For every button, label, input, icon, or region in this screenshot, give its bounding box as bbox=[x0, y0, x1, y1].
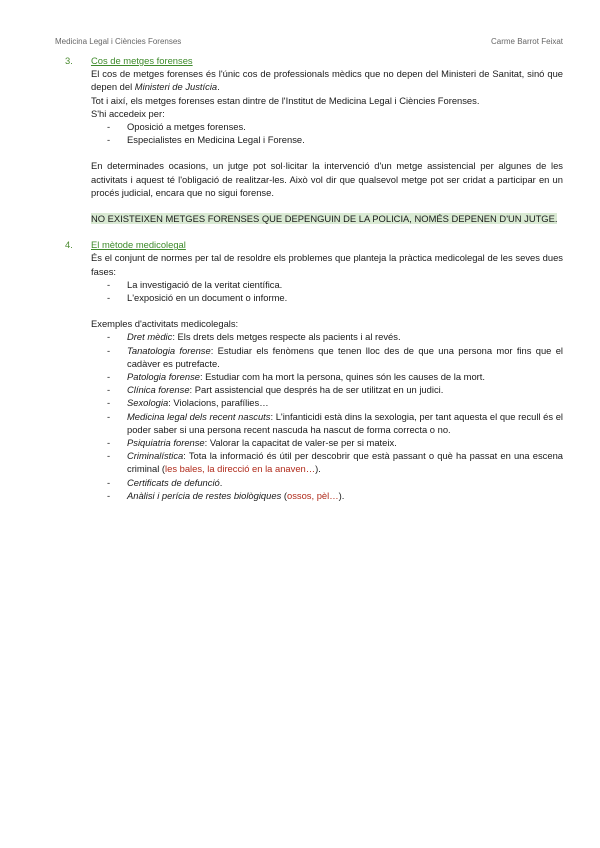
paragraph: El cos de metges forenses és l'únic cos de professionals mèdics que no depen del Ministeri de Sanitat, sinó que depen del Ministeri de Justícia. bbox=[91, 68, 563, 93]
paragraph: Tot i així, els metges forenses estan dintre de l'Institut de Medicina Legal i Ciències Forenses. bbox=[91, 94, 480, 106]
list-item: - Clínica forense: Part assistencial que després ha de ser utilitzat en un judici. bbox=[107, 383, 563, 396]
section-number: 3. bbox=[65, 55, 73, 66]
list-item: - Patologia forense: Estudiar com ha mort la persona, quines són les causes de la mort. bbox=[107, 370, 563, 383]
section-heading: El mètode medicolegal bbox=[91, 239, 186, 251]
list-item: - Certificats de defunció. bbox=[107, 476, 563, 489]
list-item: - Psiquiatria forense: Valorar la capacitat de valer-se per si mateix. bbox=[107, 436, 563, 449]
header-subject: Medicina Legal i Ciències Forenses bbox=[55, 37, 182, 46]
list-item: - L'exposició en un document o informe. bbox=[107, 291, 563, 304]
access-list bbox=[91, 120, 563, 146]
highlighted-note: NO EXISTEIXEN METGES FORENSES QUE DEPENGUIN DE LA POLICIA, NOMÉS DEPENEN D'UN JUTGE. bbox=[91, 213, 558, 225]
section-4 bbox=[65, 238, 563, 502]
section-heading: Cos de metges forenses bbox=[91, 55, 193, 66]
page-content bbox=[65, 54, 563, 502]
list-item: - Anàlisi i perícia de restes biològiques (ossos, pèl…). bbox=[107, 489, 563, 502]
list-item: - Sexologia: Violacions, parafílies… bbox=[107, 396, 563, 409]
list-item: - Dret mèdic: Els drets dels metges respecte als pacients i al revés. bbox=[107, 330, 563, 343]
section-number: 4. bbox=[65, 239, 73, 251]
list-item: - Oposició a metges forenses. bbox=[107, 120, 563, 133]
list-item: - Medicina legal dels recent nascuts: L'infanticidi està dins la sexologia, per tant aquesta el que recull és el poder saber si una persona recent nascuda ha nascut de forma correcta o no. bbox=[107, 410, 563, 436]
list-item: - La investigació de la veritat científica. bbox=[107, 278, 563, 291]
paragraph: En determinades ocasions, un jutge pot sol·licitar la intervenció d'un metge assistencial per algunes de les activitats i aquest té l'obligació de realitzar-les. Això vol dir que qualsevol metge pot ser cridat a participar en un procés judicial, encara que no sigui forense. bbox=[91, 160, 563, 198]
list-item: - Criminalística: Tota la informació és útil per descobrir que està passant o què ha passat en una escena criminal (les bales, la direcció en la anaven…). bbox=[107, 449, 563, 475]
phases-list bbox=[91, 278, 563, 304]
examples-title: Exemples d'activitats medicolegals: bbox=[91, 318, 239, 330]
examples-list bbox=[91, 330, 563, 502]
paragraph: És el conjunt de normes per tal de resoldre els problemes que planteja la pràctica medicolegal de les seves dues fases: bbox=[91, 252, 563, 277]
header-author: Carme Barrot Feixat bbox=[490, 37, 563, 46]
paragraph: S'hi accedeix per: bbox=[91, 107, 165, 119]
section-3 bbox=[65, 54, 563, 225]
list-item: - Especialistes en Medicina Legal i Forense. bbox=[107, 133, 563, 146]
list-item: - Tanatologia forense: Estudiar els fenòmens que tenen lloc des de que una persona mor fins que el cadàver es putrefacte. bbox=[107, 344, 563, 370]
